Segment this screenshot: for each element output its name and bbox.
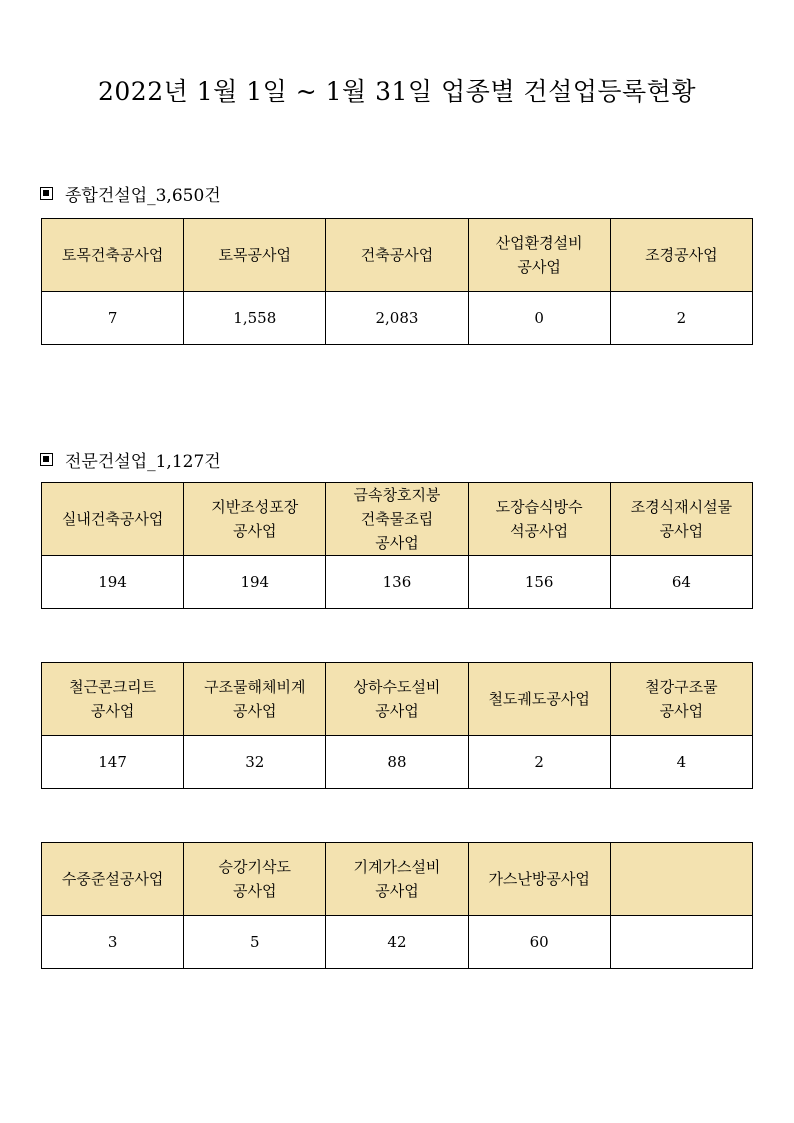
header-cell: 토목건축공사업 [42,219,184,292]
table-header-row [42,219,753,292]
table-value-row [42,556,753,609]
table-header-row [42,843,753,916]
table-header-row [42,483,753,556]
header-cell: 가스난방공사업 [468,843,610,916]
header-cell: 구조물해체비계 공사업 [184,663,326,736]
header-cell: 산업환경설비 공사업 [468,219,610,292]
empty-header-cell [610,843,752,916]
header-cell: 조경식재시설물 공사업 [610,483,752,556]
value-cell: 7 [42,292,184,345]
value-cell: 4 [610,736,752,789]
table-value-row [42,736,753,789]
value-cell: 32 [184,736,326,789]
header-cell: 지반조성포장 공사업 [184,483,326,556]
header-cell: 철근콘크리트 공사업 [42,663,184,736]
section-heading-text: 종합건설업_3,650건 [65,186,221,206]
value-cell: 64 [610,556,752,609]
header-cell: 건축공사업 [326,219,468,292]
value-cell: 156 [468,556,610,609]
value-cell: 2,083 [326,292,468,345]
value-cell: 194 [42,556,184,609]
header-cell: 조경공사업 [610,219,752,292]
header-cell: 도장습식방수 석공사업 [468,483,610,556]
header-cell: 기계가스설비 공사업 [326,843,468,916]
value-cell: 194 [184,556,326,609]
header-cell: 철도궤도공사업 [468,663,610,736]
header-cell: 수중준설공사업 [42,843,184,916]
page-title: 2022년 1월 1일 ~ 1월 31일 업종별 건설업등록현황 [98,77,696,106]
value-cell: 136 [326,556,468,609]
section-heading-specialty [40,447,221,472]
header-cell: 상하수도설비 공사업 [326,663,468,736]
value-cell: 2 [610,292,752,345]
table-value-row [42,292,753,345]
header-cell: 금속창호지붕 건축물조립 공사업 [326,483,468,556]
header-cell: 토목공사업 [184,219,326,292]
value-cell: 2 [468,736,610,789]
section-heading-text: 전문건설업_1,127건 [65,452,221,472]
header-cell: 실내건축공사업 [42,483,184,556]
value-cell: 3 [42,916,184,969]
specialty-construction-table-1 [41,482,753,609]
value-cell: 1,558 [184,292,326,345]
value-cell: 147 [42,736,184,789]
section-heading-general [40,181,221,206]
value-cell: 60 [468,916,610,969]
value-cell: 5 [184,916,326,969]
table-value-row [42,916,753,969]
header-cell: 철강구조물 공사업 [610,663,752,736]
square-bullet-icon [40,453,53,466]
specialty-construction-table-2 [41,662,753,789]
general-construction-table [41,218,753,345]
header-cell: 승강기삭도 공사업 [184,843,326,916]
square-bullet-icon [40,187,53,200]
table-header-row [42,663,753,736]
value-cell: 88 [326,736,468,789]
value-cell: 42 [326,916,468,969]
empty-value-cell [610,916,752,969]
value-cell: 0 [468,292,610,345]
specialty-construction-table-3 [41,842,753,969]
